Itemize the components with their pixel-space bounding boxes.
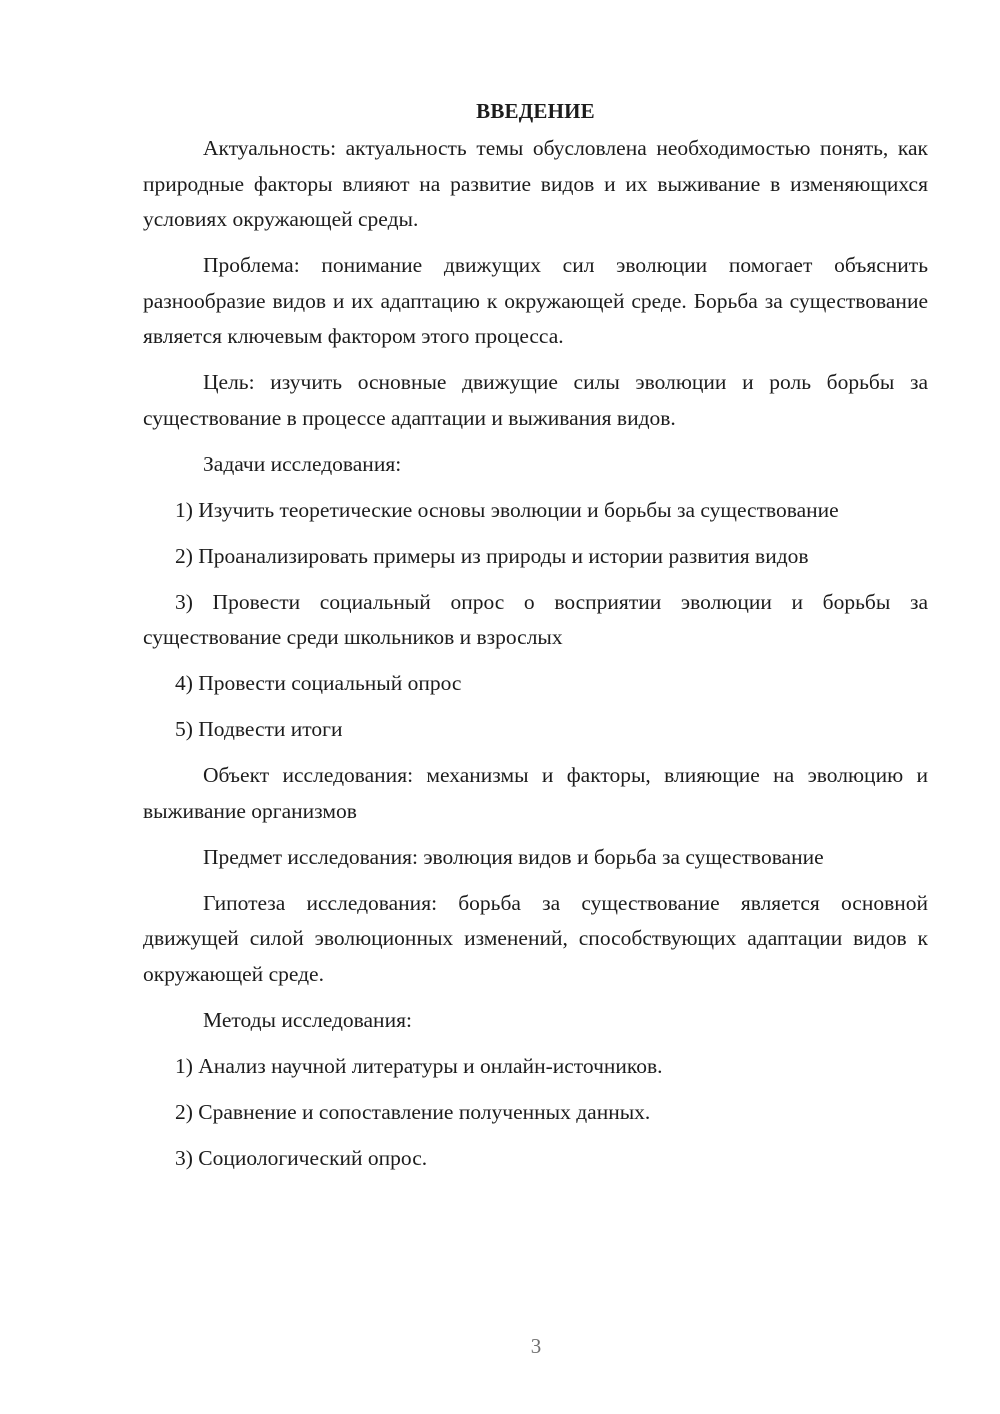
task-item-1: 1) Изучить теоретические основы эволюции и борьбы за существование [175,497,839,522]
hypothesis-paragraph: Гипотеза исследования: борьба за существование является основной движущей силой эволюционных изменений, способствующих адаптации видов к окружающей среде. [143,890,928,986]
method-item-1: 1) Анализ научной литературы и онлайн-источников. [175,1053,663,1078]
page-content [143,93,928,1187]
subject-paragraph: Предмет исследования: эволюция видов и борьба за существование [203,844,824,869]
problem-paragraph: Проблема: понимание движущих сил эволюции помогает объяснить разнообразие видов и их адаптацию к окружающей среде. Борьба за существование является ключевым фактором этого процесса. [143,253,928,348]
object-paragraph: Объект исследования: механизмы и факторы, влияющие на эволюцию и выживание организмов [143,763,928,823]
task-item-2: 2) Проанализировать примеры из природы и истории развития видов [175,543,809,568]
relevance-paragraph: Актуальность: актуальность темы обусловлена необходимостью понять, как природные факторы влияют на развитие видов и их выживание в изменяющихся условиях окружающей среды. [143,136,928,231]
goal-paragraph: Цель: изучить основные движущие силы эволюции и роль борьбы за существование в процессе адаптации и выживания видов. [143,370,928,430]
methods-heading: Методы исследования: [203,1007,412,1032]
task-item-5: 5) Подвести итоги [175,717,343,741]
task-item-4: 4) Провести социальный опрос [175,671,462,695]
page-number: 3 [530,1334,542,1358]
task-item-3: 3) Провести социальный опрос о восприятии эволюции и борьбы за существование среди школьников и взрослых [143,589,928,649]
page-title: ВВЕДЕНИЕ [476,99,595,123]
tasks-heading: Задачи исследования: [203,451,402,476]
method-item-2: 2) Сравнение и сопоставление полученных данных. [175,1099,651,1124]
method-item-3: 3) Социологический опрос. [175,1145,428,1170]
